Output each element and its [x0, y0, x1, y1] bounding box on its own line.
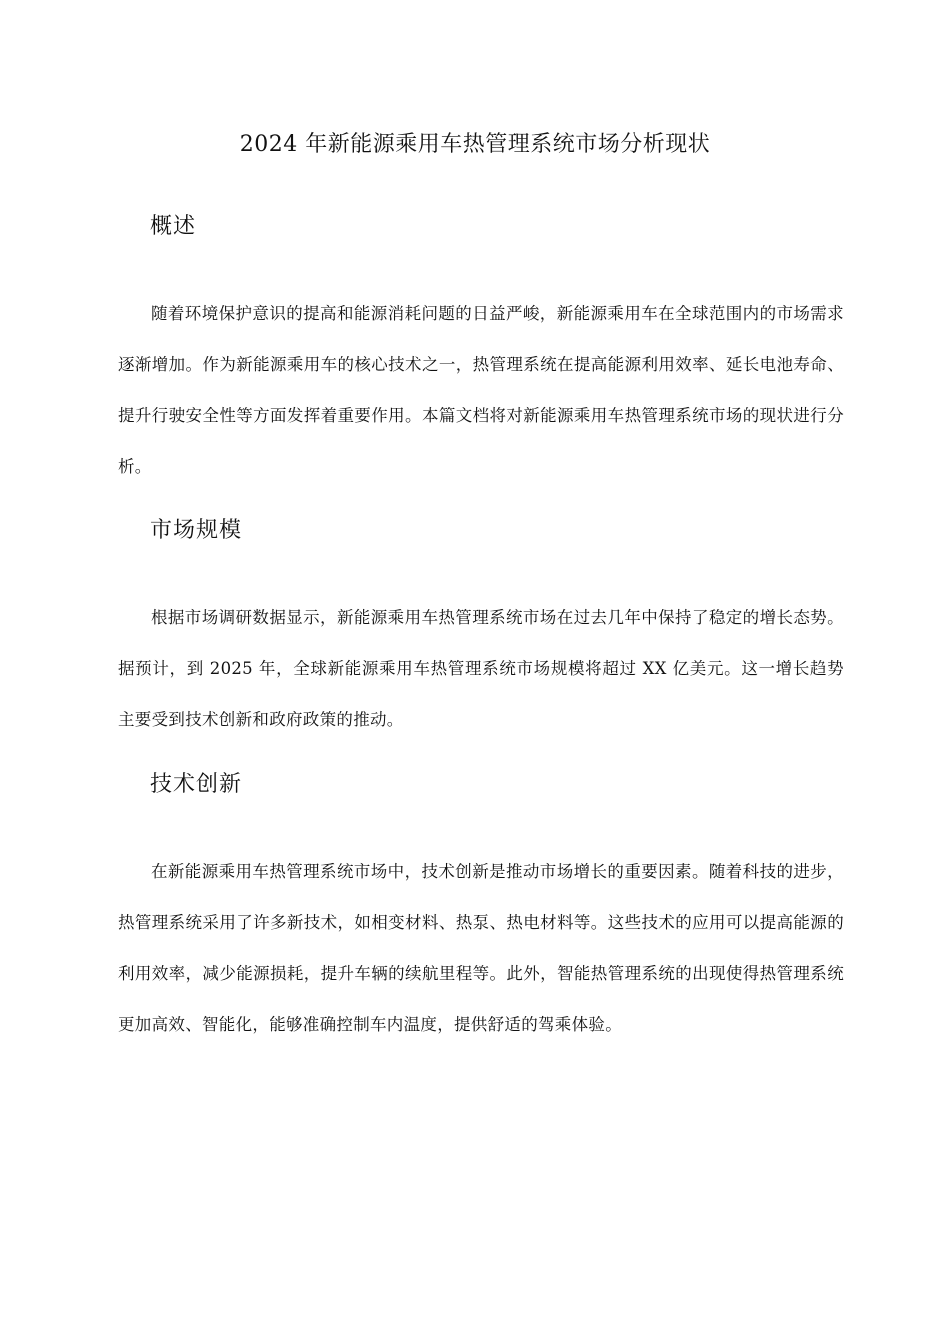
document-title: 2024 年新能源乘用车热管理系统市场分析现状: [239, 132, 711, 157]
section-heading-tech-innovation: 技术创新: [150, 772, 243, 797]
section-heading-market-size: 市场规模: [150, 518, 243, 543]
section-body-market-size: 根据市场调研数据显示，新能源乘用车热管理系统市场在过去几年中保持了稳定的增长态势。据预计，到 2025 年，全球新能源乘用车热管理系统市场规模将超过 XX 亿美元。这一增长趋势主要受到技术创新和政府政策的推动。: [118, 608, 844, 729]
section-body-overview: 随着环境保护意识的提高和能源消耗问题的日益严峻，新能源乘用车在全球范围内的市场需求逐渐增加。作为新能源乘用车的核心技术之一，热管理系统在提高能源利用效率、延长电池寿命、提升行驶安全性等方面发挥着重要作用。本篇文档将对新能源乘用车热管理系统市场的现状进行分析。: [118, 304, 844, 476]
section-heading-overview: 概述: [150, 214, 197, 239]
section-body-tech-innovation: 在新能源乘用车热管理系统市场中，技术创新是推动市场增长的重要因素。随着科技的进步，热管理系统采用了许多新技术，如相变材料、热泵、热电材料等。这些技术的应用可以提高能源的利用效率，减少能源损耗，提升车辆的续航里程等。此外，智能热管理系统的出现使得热管理系统更加高效、智能化，能够准确控制车内温度，提供舒适的驾乘体验。: [118, 862, 844, 1034]
